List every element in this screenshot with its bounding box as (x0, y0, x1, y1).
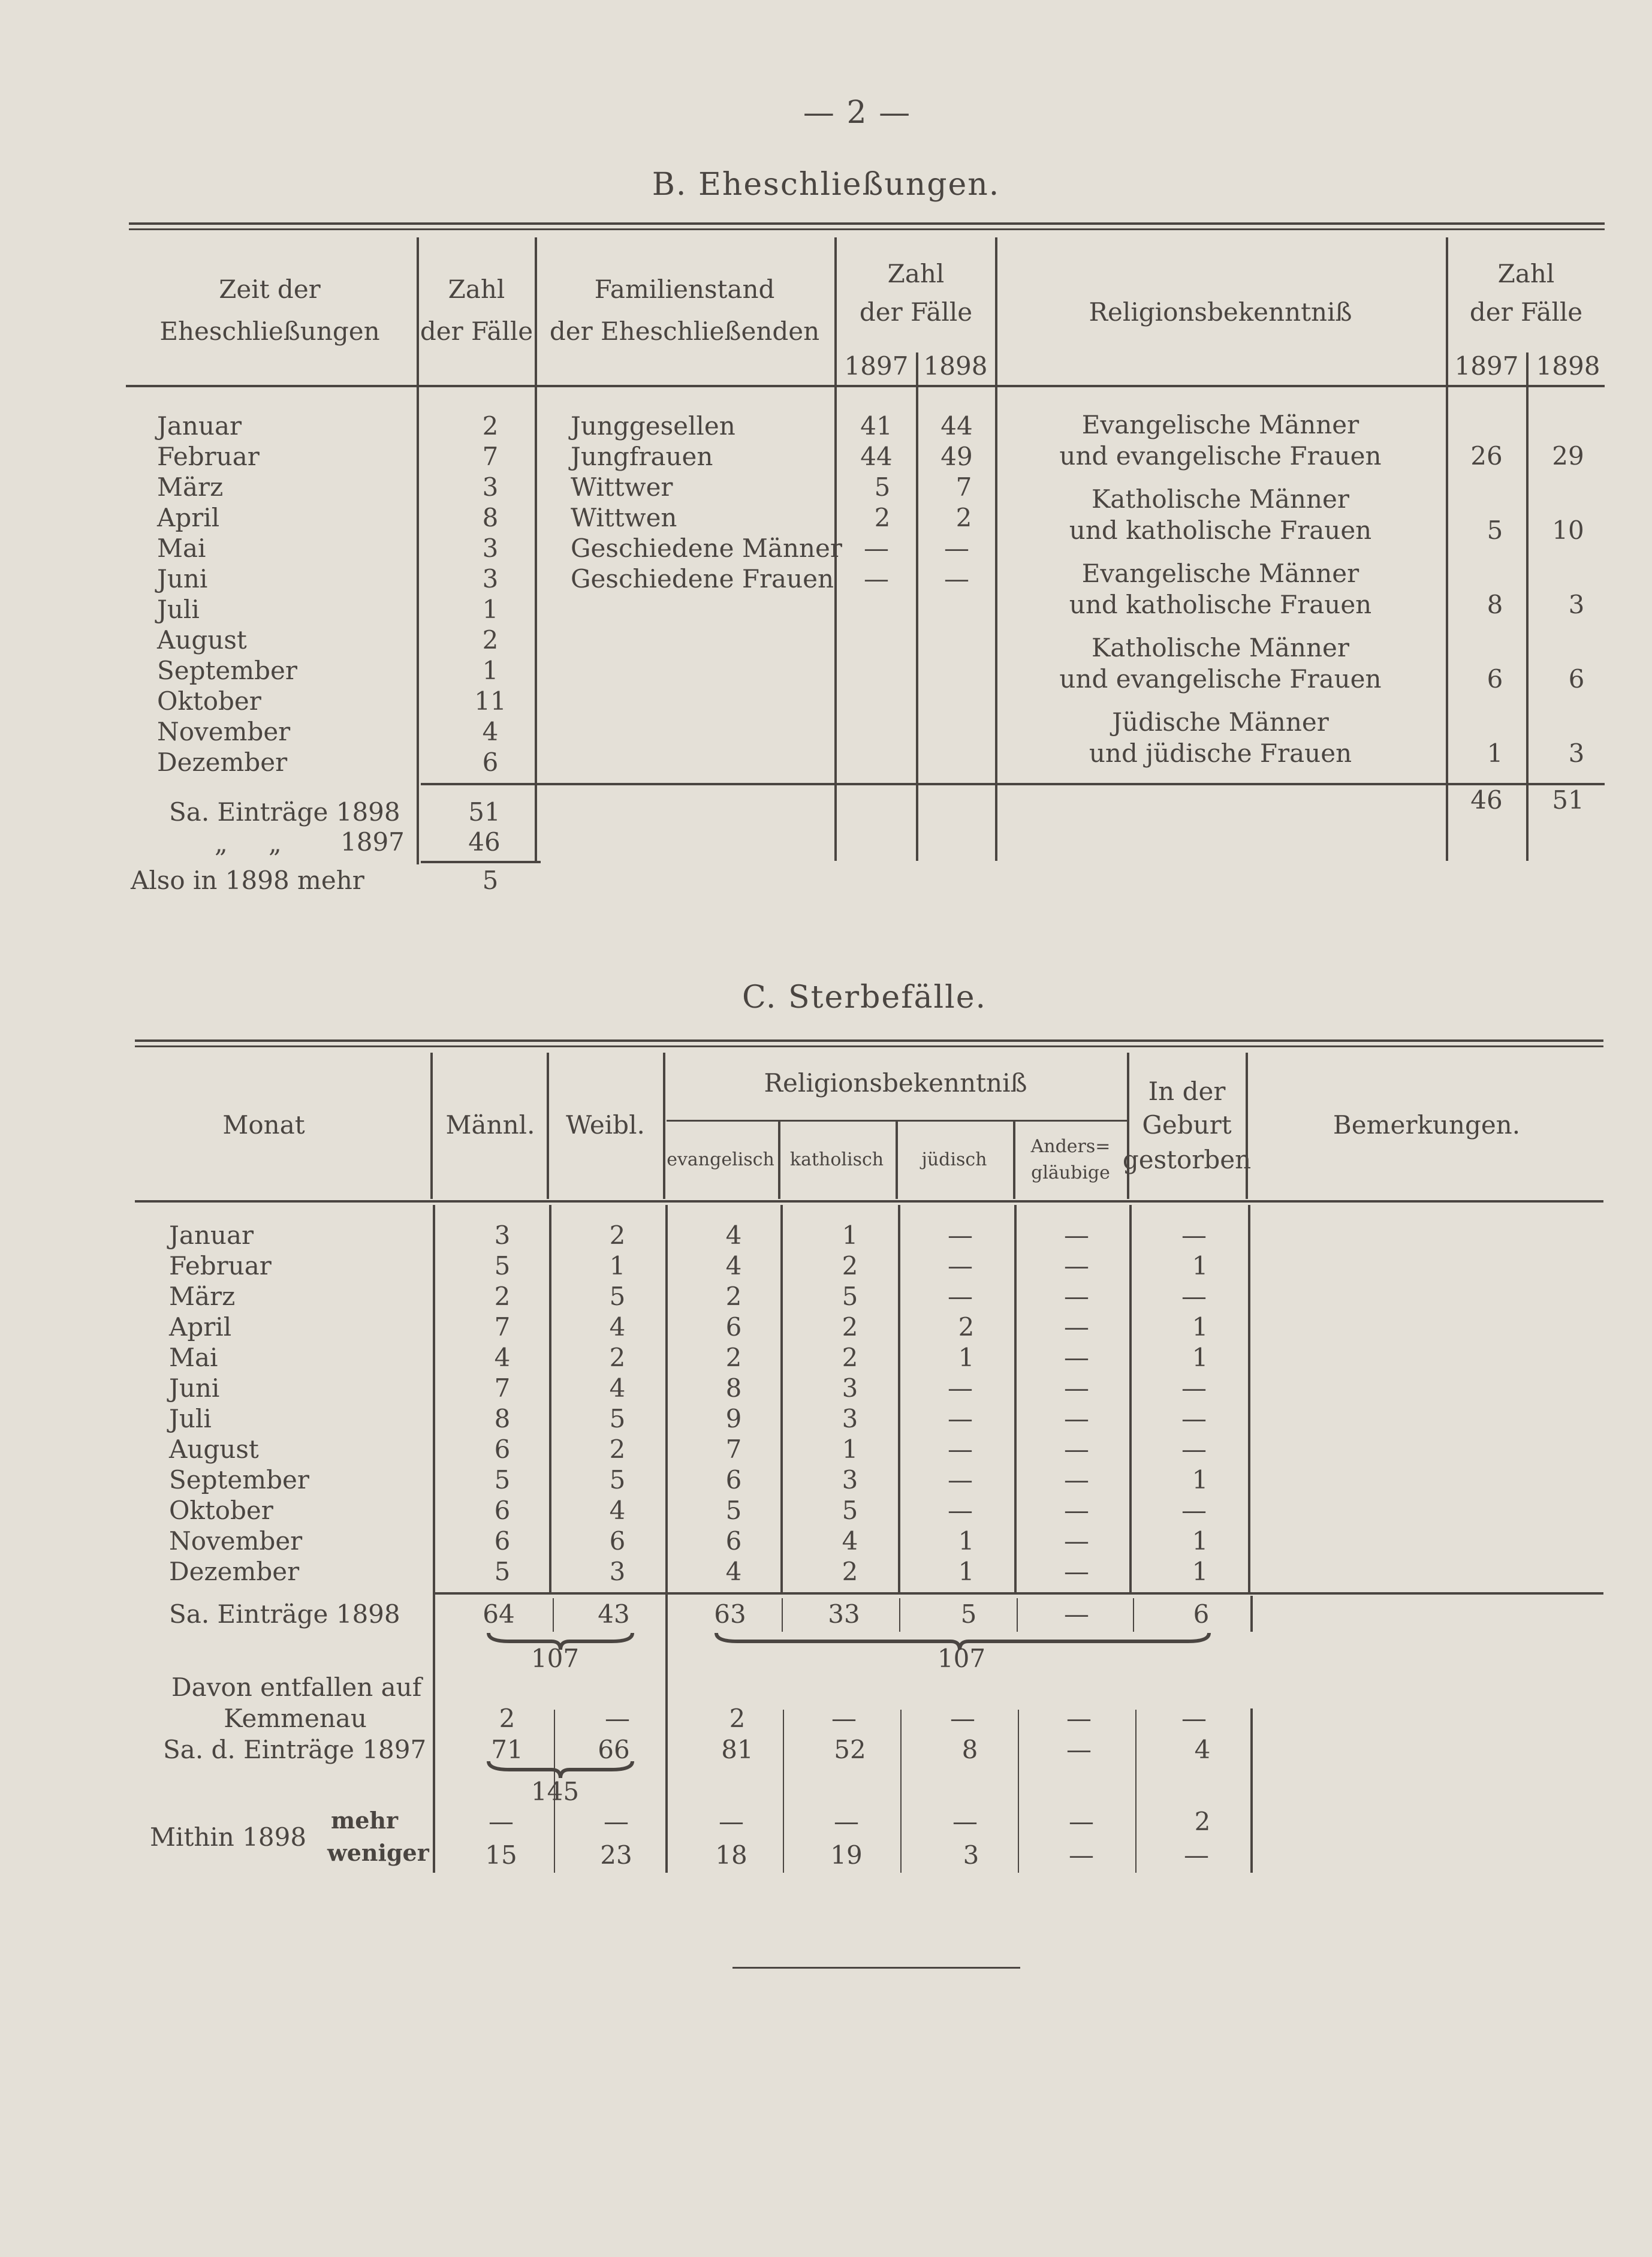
c-kath: 4 (842, 1526, 858, 1556)
b-religion-line2: und evangelische Frauen (1059, 664, 1382, 694)
b-month: April (157, 503, 220, 532)
b-month: Juli (157, 595, 200, 624)
c-total-1897-male: 71 (491, 1735, 523, 1764)
c-hvline (778, 1121, 780, 1199)
c-bvline (549, 1205, 551, 1592)
b-religion-1897: 26 (1470, 441, 1503, 471)
b-religion-1898: 10 (1552, 516, 1584, 545)
c-ev: 4 (725, 1251, 742, 1280)
c-anders: — (1064, 1465, 1089, 1494)
b-family-1897: 5 (874, 472, 891, 502)
c-lower-divider (900, 1710, 902, 1873)
c-female: 1 (609, 1251, 626, 1280)
c-male: 3 (494, 1221, 511, 1250)
c-month: Juni (169, 1373, 220, 1403)
c-mehr-anders: — (1069, 1807, 1094, 1836)
b-month-count: 2 (482, 411, 499, 441)
b-rel-total-1897: 46 (1470, 785, 1503, 815)
b-rel-total-1898: 51 (1552, 785, 1584, 815)
c-header-katholisch: katholisch (789, 1149, 884, 1170)
c-hvline (547, 1053, 549, 1199)
c-anders: — (1064, 1404, 1089, 1433)
c-ev: 8 (725, 1373, 742, 1403)
c-month: August (169, 1435, 259, 1464)
c-header-anders-2: gläubige (1031, 1162, 1110, 1183)
c-sum-mw-1898: 107 (530, 1644, 580, 1673)
c-weniger-jued: 3 (963, 1840, 979, 1870)
b-month-count: 7 (482, 442, 499, 471)
b-header-famcases-2: der Fälle (859, 297, 973, 327)
c-kemmenau-jued: — (950, 1704, 975, 1733)
b-month: März (157, 472, 224, 502)
b-religion-1897: 1 (1487, 739, 1503, 768)
b-vline-1 (417, 237, 419, 864)
b-family-1898: 44 (940, 411, 973, 441)
c-female: 3 (609, 1557, 626, 1586)
c-hvline (430, 1053, 433, 1199)
c-lower-divider (1135, 1710, 1136, 1873)
c-geburt: — (1181, 1373, 1207, 1403)
b-header-count-1: Zahl (448, 275, 505, 304)
c-female: 4 (609, 1373, 626, 1403)
b-vline-5 (995, 237, 997, 861)
c-total-1898-female: 43 (598, 1599, 630, 1629)
b-header-relcases-2: der Fälle (1469, 297, 1583, 327)
c-weniger-ev: 18 (715, 1840, 747, 1870)
c-header-rule (135, 1200, 1603, 1203)
c-anders: — (1064, 1496, 1089, 1525)
c-month: Juli (169, 1404, 212, 1433)
c-hvline (663, 1053, 665, 1199)
c-mithin-label: Mithin 1898 (150, 1822, 307, 1852)
b-total-1898-value: 51 (468, 797, 501, 827)
c-anders: — (1064, 1221, 1089, 1250)
c-total-1898-male: 64 (483, 1599, 515, 1629)
c-jued: — (948, 1282, 973, 1311)
b-month-count: 6 (482, 748, 499, 777)
c-geburt: 1 (1192, 1526, 1208, 1556)
b-header-family-2: der Eheschließenden (549, 317, 820, 346)
b-religion-1898: 29 (1552, 441, 1584, 471)
c-lower-divider (1018, 1710, 1019, 1873)
b-religion-1898: 3 (1568, 590, 1585, 619)
b-family-1897: 2 (874, 503, 891, 532)
c-geburt: — (1181, 1282, 1207, 1311)
b-diff-value: 5 (482, 866, 499, 895)
c-ev: 6 (725, 1465, 742, 1494)
c-total-1898-ev: 63 (714, 1599, 746, 1629)
c-sum-mw-1897: 145 (530, 1777, 580, 1806)
c-geburt: — (1181, 1435, 1207, 1464)
c-ev: 6 (725, 1526, 742, 1556)
c-ev: 4 (725, 1557, 742, 1586)
b-family-label: Geschiedene Frauen (571, 564, 834, 593)
c-month: Mai (169, 1343, 218, 1372)
b-month: Januar (157, 411, 242, 441)
b-month: Oktober (157, 686, 261, 716)
b-month-count: 3 (482, 564, 499, 593)
c-kemmenau-ev: 2 (729, 1704, 746, 1733)
c-weniger-female: 23 (600, 1840, 632, 1870)
c-mehr-geburt: 2 (1194, 1807, 1211, 1836)
b-month-count: 2 (482, 625, 499, 655)
b-month-count: 8 (482, 503, 499, 532)
b-religion-1897: 5 (1487, 516, 1503, 545)
b-header-count-2: der Fälle (420, 317, 533, 346)
c-kath: 1 (842, 1221, 858, 1250)
c-mehr-kath: — (834, 1807, 859, 1836)
c-total-divider (1133, 1598, 1134, 1632)
c-female: 5 (609, 1404, 626, 1433)
b-month-count: 4 (482, 717, 499, 746)
b-total-1897-year: 1897 (340, 827, 405, 857)
c-male: 7 (494, 1373, 511, 1403)
c-total-1897-female: 66 (598, 1735, 630, 1764)
c-geburt: 1 (1192, 1251, 1208, 1280)
c-kemmenau-kath: — (831, 1704, 857, 1733)
c-ev: 2 (725, 1282, 742, 1311)
c-header-birth-3: gestorben (1122, 1145, 1252, 1174)
b-family-label: Junggesellen (571, 411, 735, 441)
c-header-birth-1: In der (1148, 1077, 1226, 1106)
c-mehr-jued: — (952, 1807, 978, 1836)
c-hvline (1013, 1121, 1015, 1199)
b-total-rule (421, 783, 1605, 785)
c-total-divider (899, 1598, 900, 1632)
b-header-fam-year2: 1898 (923, 351, 988, 381)
c-month: September (169, 1465, 309, 1494)
c-month: Dezember (169, 1557, 300, 1586)
b-family-1898: — (944, 564, 969, 593)
b-count-sum-rule (421, 861, 541, 863)
b-family-1898: 49 (940, 442, 973, 471)
section-b-title: B. Eheschließungen. (652, 167, 1000, 203)
c-kath: 3 (842, 1373, 858, 1403)
c-header-birth-2: Geburt (1142, 1110, 1232, 1140)
c-lower-divider (783, 1710, 784, 1873)
c-total-rule (433, 1592, 1603, 1595)
c-ev: 7 (725, 1435, 742, 1464)
c-mehr-male: — (489, 1807, 514, 1836)
c-total-1897-jued: 8 (961, 1735, 978, 1764)
b-header-rel-year2: 1898 (1536, 351, 1600, 381)
b-header-rule (126, 385, 1605, 387)
c-jued: 2 (958, 1312, 975, 1342)
c-bvline (433, 1592, 435, 1873)
c-jued: 1 (958, 1343, 975, 1372)
b-header-family-1: Familienstand (594, 275, 775, 304)
b-religion-line2: und katholische Frauen (1069, 516, 1372, 545)
b-religion-line1: Evangelische Männer (1081, 559, 1359, 588)
c-anders: — (1064, 1282, 1089, 1311)
b-religion-line1: Katholische Männer (1092, 484, 1349, 514)
c-bvline (780, 1205, 783, 1592)
c-anders: — (1064, 1557, 1089, 1586)
b-family-label: Wittwer (571, 472, 673, 502)
b-month-count: 1 (482, 656, 499, 685)
b-religion-1897: 8 (1487, 590, 1503, 619)
c-anders: — (1064, 1312, 1089, 1342)
b-month: Dezember (157, 748, 288, 777)
c-anders: — (1064, 1435, 1089, 1464)
c-bvline (665, 1205, 668, 1873)
c-male: 7 (494, 1312, 511, 1342)
c-total-1897-kath: 52 (834, 1735, 866, 1764)
c-weniger-geburt: — (1184, 1840, 1209, 1870)
c-bvline (1014, 1205, 1017, 1592)
c-geburt: 1 (1192, 1343, 1208, 1372)
c-total-1898-geburt: 6 (1193, 1599, 1210, 1629)
c-jued: — (948, 1251, 973, 1280)
page-number: — 2 — (803, 95, 912, 131)
b-header-religion: Religionsbekenntniß (1089, 297, 1352, 327)
c-female: 5 (609, 1282, 626, 1311)
c-header-female: Weibl. (566, 1110, 645, 1140)
c-total-divider (553, 1598, 554, 1632)
c-male: 6 (494, 1526, 511, 1556)
b-religion-line2: und katholische Frauen (1069, 590, 1372, 619)
c-ev: 4 (725, 1221, 742, 1250)
c-total-divider (782, 1598, 783, 1632)
c-kemmenau-anders: — (1066, 1704, 1092, 1733)
b-month-count: 3 (482, 472, 499, 502)
c-hvline (1127, 1053, 1129, 1199)
c-ev: 6 (725, 1312, 742, 1342)
c-mithin-weniger-label: weniger (327, 1839, 429, 1866)
c-month: Februar (169, 1251, 272, 1280)
b-religion-line1: Jüdische Männer (1112, 707, 1329, 737)
c-header-juedisch: jüdisch (921, 1149, 987, 1170)
c-ev: 2 (725, 1343, 742, 1372)
c-anders: — (1064, 1373, 1089, 1403)
b-ditto-mark: „ (215, 828, 228, 858)
c-female: 2 (609, 1435, 626, 1464)
b-top-rule-1 (129, 222, 1605, 225)
b-religion-line1: Evangelische Männer (1081, 410, 1359, 439)
b-family-1898: 2 (955, 503, 972, 532)
b-family-1897: — (864, 534, 889, 563)
c-header-male: Männl. (445, 1110, 535, 1140)
b-family-1898: 7 (955, 472, 972, 502)
c-female: 5 (609, 1465, 626, 1494)
c-weniger-kath: 19 (830, 1840, 863, 1870)
c-male: 5 (494, 1465, 511, 1494)
b-family-1898: — (944, 534, 969, 563)
closing-separator (732, 1967, 1020, 1969)
b-vline-4 (916, 352, 918, 861)
c-female: 4 (609, 1312, 626, 1342)
b-month: September (157, 656, 297, 685)
c-total-1897-anders: — (1066, 1735, 1092, 1764)
b-month: Mai (157, 534, 206, 563)
c-month: April (169, 1312, 232, 1342)
c-month: März (169, 1282, 236, 1311)
c-total-1898-jued: 5 (960, 1599, 977, 1629)
b-vline-6 (1446, 237, 1448, 861)
c-total-1897-label: Sa. d. Einträge 1897 (163, 1735, 427, 1764)
c-geburt: 1 (1192, 1465, 1208, 1494)
c-anders: — (1064, 1251, 1089, 1280)
c-sum-rel-1898: 107 (937, 1644, 986, 1673)
c-female: 6 (609, 1526, 626, 1556)
c-top-rule-1 (135, 1039, 1603, 1042)
c-hvline (896, 1121, 898, 1199)
c-kath: 2 (842, 1343, 858, 1372)
b-family-1897: — (864, 564, 889, 593)
b-month-count: 1 (482, 595, 499, 624)
c-weniger-male: 15 (485, 1840, 517, 1870)
c-kath: 2 (842, 1557, 858, 1586)
c-bvline (1250, 1596, 1253, 1632)
c-female: 2 (609, 1221, 626, 1250)
c-male: 2 (494, 1282, 511, 1311)
c-mehr-ev: — (719, 1807, 744, 1836)
c-geburt: 1 (1192, 1312, 1208, 1342)
c-total-1898-anders: — (1064, 1599, 1089, 1629)
b-family-1897: 41 (860, 411, 893, 441)
section-c-title: C. Sterbefälle. (741, 980, 987, 1016)
c-kath: 5 (842, 1282, 858, 1311)
c-male: 6 (494, 1435, 511, 1464)
b-family-label: Jungfrauen (571, 442, 713, 471)
b-header-time-1: Zeit der (219, 275, 321, 304)
b-diff-label: Also in 1898 mehr (131, 866, 364, 895)
c-kath: 3 (842, 1404, 858, 1433)
c-header-month: Monat (222, 1110, 305, 1140)
c-hvline (1246, 1053, 1248, 1199)
c-geburt: — (1181, 1221, 1207, 1250)
b-header-time-2: Eheschließungen (159, 317, 380, 346)
c-bvline (433, 1205, 435, 1592)
c-kemmenau-line2: Kemmenau (224, 1704, 367, 1733)
c-total-1898-label: Sa. Einträge 1898 (169, 1599, 400, 1629)
c-jued: — (948, 1435, 973, 1464)
c-mithin-mehr-label: mehr (331, 1807, 399, 1834)
b-header-fam-year1: 1897 (844, 351, 909, 381)
c-header-religion: Religionsbekenntniß (764, 1068, 1027, 1098)
b-month: Februar (157, 442, 260, 471)
c-header-remarks: Bemerkungen. (1333, 1110, 1521, 1140)
c-kemmenau-male: 2 (499, 1704, 516, 1733)
c-jued: — (948, 1465, 973, 1494)
c-female: 2 (609, 1343, 626, 1372)
c-jued: — (948, 1496, 973, 1525)
b-religion-1897: 6 (1487, 664, 1503, 694)
b-family-label: Wittwen (571, 503, 677, 532)
c-jued: — (948, 1404, 973, 1433)
c-month: November (169, 1526, 303, 1556)
b-vline-7 (1526, 352, 1529, 861)
c-anders: — (1064, 1343, 1089, 1372)
c-jued: 1 (958, 1557, 975, 1586)
b-month: November (157, 717, 291, 746)
c-mehr-female: — (604, 1807, 629, 1836)
c-jued: — (948, 1221, 973, 1250)
c-geburt: — (1181, 1496, 1207, 1525)
b-header-rel-year1: 1897 (1454, 351, 1519, 381)
b-religion-1898: 6 (1568, 664, 1585, 694)
b-top-rule-2 (129, 228, 1605, 230)
c-total-1897-ev: 81 (721, 1735, 753, 1764)
c-kath: 1 (842, 1435, 858, 1464)
b-ditto-mark: „ (269, 828, 282, 858)
b-month: August (157, 625, 247, 655)
b-vline-2 (535, 237, 537, 861)
b-family-label: Geschiedene Männer (571, 534, 842, 563)
c-bvline (1129, 1205, 1132, 1592)
b-header-relcases-1: Zahl (1497, 259, 1555, 288)
c-bvline (898, 1205, 900, 1592)
c-month: Oktober (169, 1496, 273, 1525)
c-ev: 9 (725, 1404, 742, 1433)
b-header-famcases-1: Zahl (887, 259, 945, 288)
c-kath: 3 (842, 1465, 858, 1494)
c-top-rule-2 (135, 1045, 1603, 1047)
c-jued: 1 (958, 1526, 975, 1556)
b-total-1898-label: Sa. Einträge 1898 (169, 797, 400, 827)
c-male: 8 (494, 1404, 511, 1433)
c-header-anders-1: Anders= (1030, 1136, 1111, 1157)
c-kath: 2 (842, 1251, 858, 1280)
b-family-1897: 44 (860, 442, 893, 471)
c-geburt: — (1181, 1404, 1207, 1433)
b-month: Juni (157, 564, 208, 593)
c-male: 5 (494, 1557, 511, 1586)
c-kemmenau-line1: Davon entfallen auf (171, 1673, 422, 1702)
c-male: 6 (494, 1496, 511, 1525)
c-total-1898-kath: 33 (828, 1599, 860, 1629)
c-male: 4 (494, 1343, 511, 1372)
b-religion-line2: und evangelische Frauen (1059, 441, 1382, 471)
b-religion-1898: 3 (1568, 739, 1585, 768)
c-weniger-anders: — (1069, 1840, 1094, 1870)
c-kemmenau-female: — (605, 1704, 630, 1733)
c-total-1897-geburt: 4 (1194, 1735, 1211, 1764)
c-bvline (1248, 1205, 1250, 1593)
c-month: Januar (169, 1221, 254, 1250)
c-kath: 2 (842, 1312, 858, 1342)
b-total-1897-value: 46 (468, 827, 501, 857)
b-religion-line2: und jüdische Frauen (1089, 739, 1352, 768)
c-header-evangelisch: evangelisch (667, 1149, 774, 1170)
b-month-count: 11 (474, 686, 507, 716)
c-male: 5 (494, 1251, 511, 1280)
c-anders: — (1064, 1526, 1089, 1556)
c-jued: — (948, 1373, 973, 1403)
b-religion-line1: Katholische Männer (1092, 633, 1349, 662)
c-ev: 5 (725, 1496, 742, 1525)
c-female: 4 (609, 1496, 626, 1525)
c-total-divider (1017, 1598, 1018, 1632)
c-kath: 5 (842, 1496, 858, 1525)
c-bvline (1250, 1708, 1253, 1873)
c-geburt: 1 (1192, 1557, 1208, 1586)
b-month-count: 3 (482, 534, 499, 563)
c-kemmenau-geburt: — (1181, 1704, 1207, 1733)
